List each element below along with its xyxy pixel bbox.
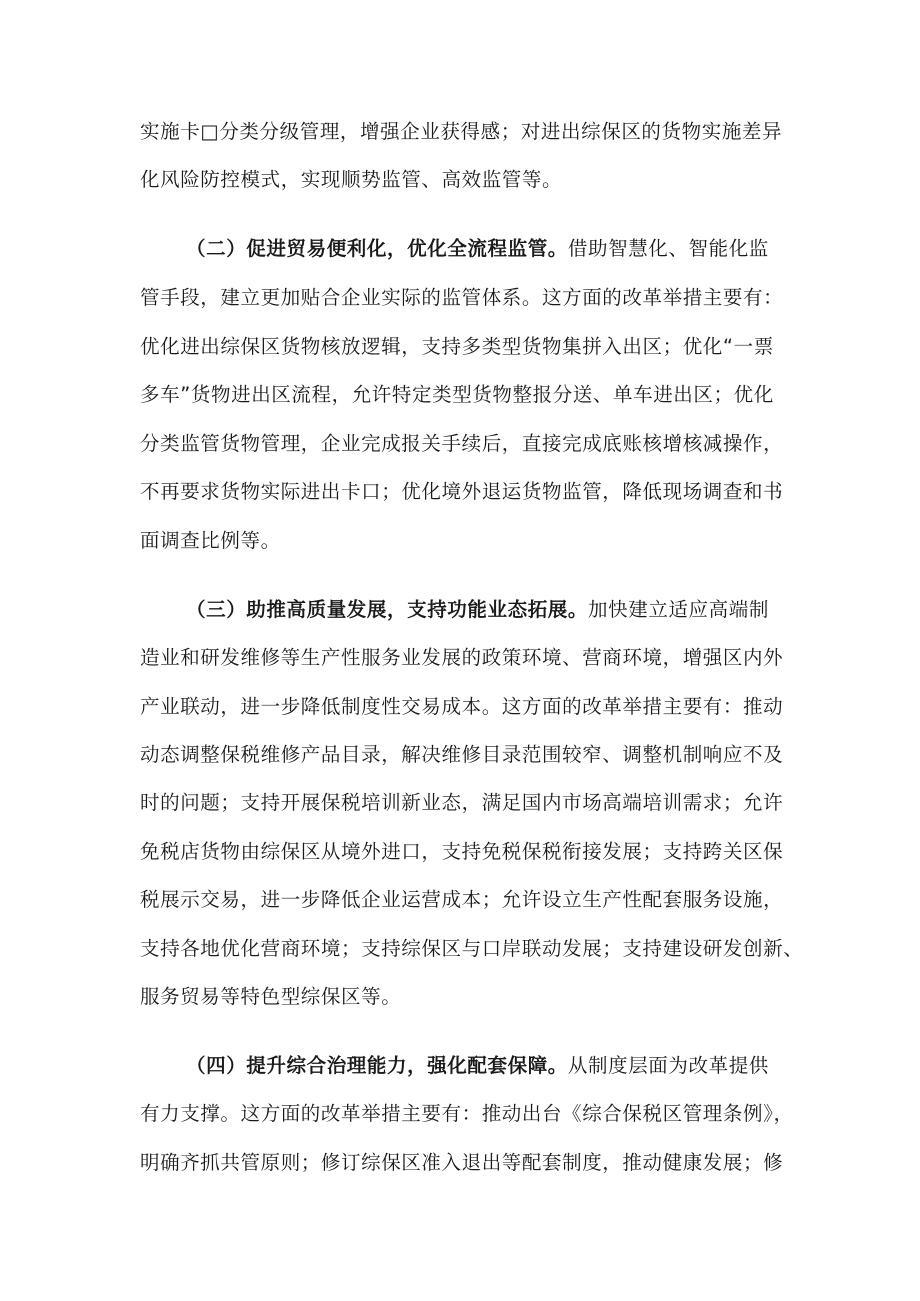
paragraph-line: 服务贸易等特色型综保区等。	[140, 985, 402, 1008]
section-4-lead: 从制度层面为改革提供	[567, 1054, 769, 1077]
paragraph-line: 管手段，建立更加贴合企业实际的监管体系。这方面的改革举措主要有：	[140, 286, 784, 309]
paragraph-line: 税展示交易，进一步降低企业运营成本；允许设立生产性配套服务设施，	[140, 888, 784, 911]
section-2-lead: 借助智慧化、智能化监	[567, 237, 769, 260]
paragraph-line: 化风险防控模式，实现顺势监管、高效监管等。	[140, 168, 563, 191]
paragraph-line: 支持各地优化营商环境；支持综保区与口岸联动发展；支持建设研发创新、	[140, 937, 804, 960]
paragraph-line: 优化进出综保区货物核放逻辑，支持多类型货物集拼入出区；优化“一票	[140, 335, 774, 358]
paragraph-line: 分类监管货物管理，企业完成报关手续后，直接完成底账核增核减操作，	[140, 432, 784, 455]
section-4-first-line	[186, 1052, 769, 1080]
section-3-lead: 加快建立适应高端制	[588, 598, 769, 621]
section-2-first-line	[186, 235, 769, 263]
paragraph-line: 时的问题；支持开展保税培训新业态，满足国内市场高端培训需求；允许	[140, 791, 784, 814]
paragraph-line: 免税店货物由综保区从境外进口，支持免税保税衔接发展；支持跨关区保	[140, 840, 784, 863]
paragraph-line: 造业和研发维修等生产性服务业发展的政策环境、营商环境，增强区内外	[140, 646, 784, 669]
section-4-heading: （四）提升综合治理能力，强化配套保障。	[186, 1054, 568, 1077]
section-2-heading: （二）促进贸易便利化，优化全流程监管。	[186, 237, 568, 260]
paragraph-line: 实施卡□分类分级管理，增强企业获得感；对进出综保区的货物实施差异	[140, 120, 783, 143]
paragraph-line: 有力支撑。这方面的改革举措主要有：推动出台《综合保税区管理条例》，	[140, 1102, 794, 1125]
section-3-first-line	[186, 596, 769, 624]
paragraph-line: 多车”货物进出区流程，允许特定类型货物整报分送、单车进出区；优化	[140, 383, 774, 406]
paragraph-line: 动态调整保税维修产品目录，解决维修目录范围较窄、调整机制响应不及	[140, 743, 784, 766]
paragraph-line: 明确齐抓共管原则；修订综保区准入退出等配套制度，推动健康发展；修	[140, 1151, 784, 1174]
paragraph-line: 产业联动，进一步降低制度性交易成本。这方面的改革举措主要有：推动	[140, 695, 784, 718]
paragraph-line: 面调查比例等。	[140, 529, 281, 552]
paragraph-line: 不再要求货物实际进出卡口；优化境外退运货物监管，降低现场调查和书	[140, 480, 784, 503]
section-3-heading: （三）助推高质量发展，支持功能业态拓展。	[186, 598, 589, 621]
